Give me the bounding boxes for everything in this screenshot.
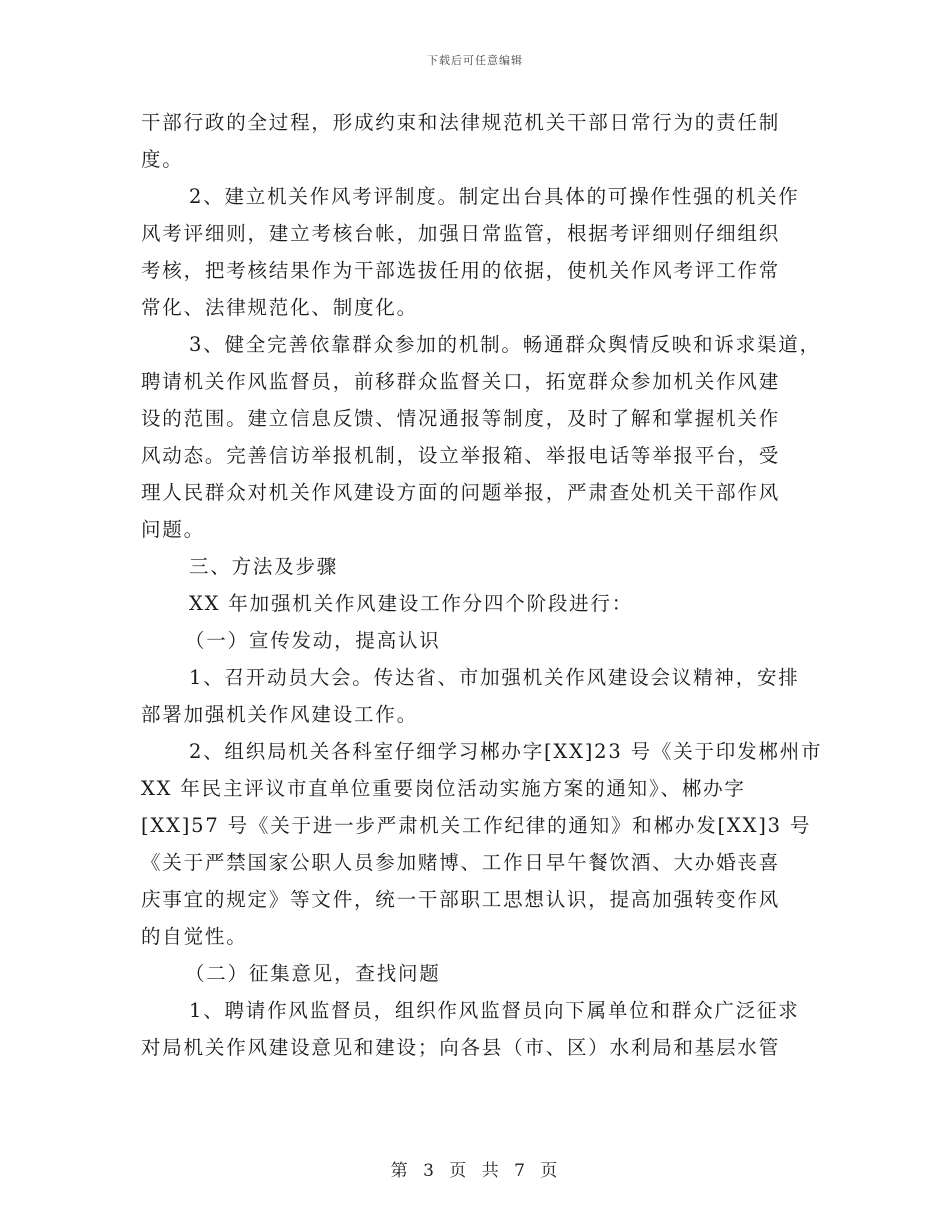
text-line: 理人民群众对机关作风建设方面的问题举报，严肃查处机关干部作风: [141, 481, 781, 504]
total-page-number: 7: [514, 1161, 527, 1181]
text-line: 的自觉性。: [141, 925, 248, 948]
text-line: 聘请机关作风监督员，前移群众监督关口，拓宽群众参加机关作风建: [141, 370, 781, 393]
subsection-heading: （二）征集意见，查找问题: [185, 962, 441, 985]
text-line: 考核，把考核结果作为干部选拔任用的依据，使机关作风考评工作常: [141, 259, 781, 282]
text-line: 《关于严禁国家公职人员参加赌博、工作日早午餐饮酒、大办婚丧喜: [141, 851, 781, 874]
text-line: 风动态。完善信访举报机制，设立举报箱、举报电话等举报平台，受: [141, 444, 781, 467]
text-line: 对局机关作风建设意见和建设；向各县（市、区）水利局和基层水管: [141, 1036, 781, 1059]
current-page-number: 3: [423, 1161, 436, 1181]
text-line: 2、组织局机关各科室仔细学习郴办字[XX]23 号《关于印发郴州市: [189, 740, 823, 763]
page-word: 第: [390, 1161, 410, 1181]
text-line: 部署加强机关作风建设工作。: [141, 703, 418, 726]
text-line: 1、召开动员大会。传达省、市加强机关作风建设会议精神，安排: [189, 666, 800, 689]
page-word: 共: [481, 1161, 501, 1181]
text-line: XX 年加强机关作风建设工作分四个阶段进行：: [189, 592, 634, 615]
text-line: 干部行政的全过程，形成约束和法律规范机关干部日常行为的责任制: [141, 111, 781, 134]
text-line: 3、健全完善依靠群众参加的机制。畅通群众舆情反映和诉求渠道，: [189, 333, 821, 356]
text-line: 问题。: [141, 518, 205, 541]
section-heading: 三、方法及步骤: [189, 555, 339, 578]
text-line: 2、建立机关作风考评制度。制定出台具体的可操作性强的机关作: [189, 185, 800, 208]
text-line: [XX]57 号《关于进一步严肃机关工作纪律的通知》和郴办发[XX]3 号: [141, 814, 812, 837]
text-line: 设的范围。建立信息反馈、情况通报等制度，及时了解和掌握机关作: [141, 407, 781, 430]
text-line: 风考评细则，建立考核台帐，加强日常监管，根据考评细则仔细组织: [141, 222, 781, 245]
page-word: 页: [449, 1161, 469, 1181]
document-body: [141, 104, 827, 1066]
page-word: 页: [540, 1161, 560, 1181]
page-header-note: 下载后可任意编辑: [427, 54, 523, 67]
text-line: XX 年民主评议市直单位重要岗位活动实施方案的通知》、郴办字: [141, 777, 746, 800]
text-line: 1、聘请作风监督员，组织作风监督员向下属单位和群众广泛征求: [189, 999, 800, 1022]
text-line: 度。: [141, 148, 184, 171]
page-number-footer: [0, 1156, 950, 1181]
subsection-heading: （一）宣传发动，提高认识: [185, 629, 441, 652]
text-line: 庆事宜的规定》等文件，统一干部职工思想认识，提高加强转变作风: [141, 888, 781, 911]
text-line: 常化、法律规范化、制度化。: [141, 296, 418, 319]
